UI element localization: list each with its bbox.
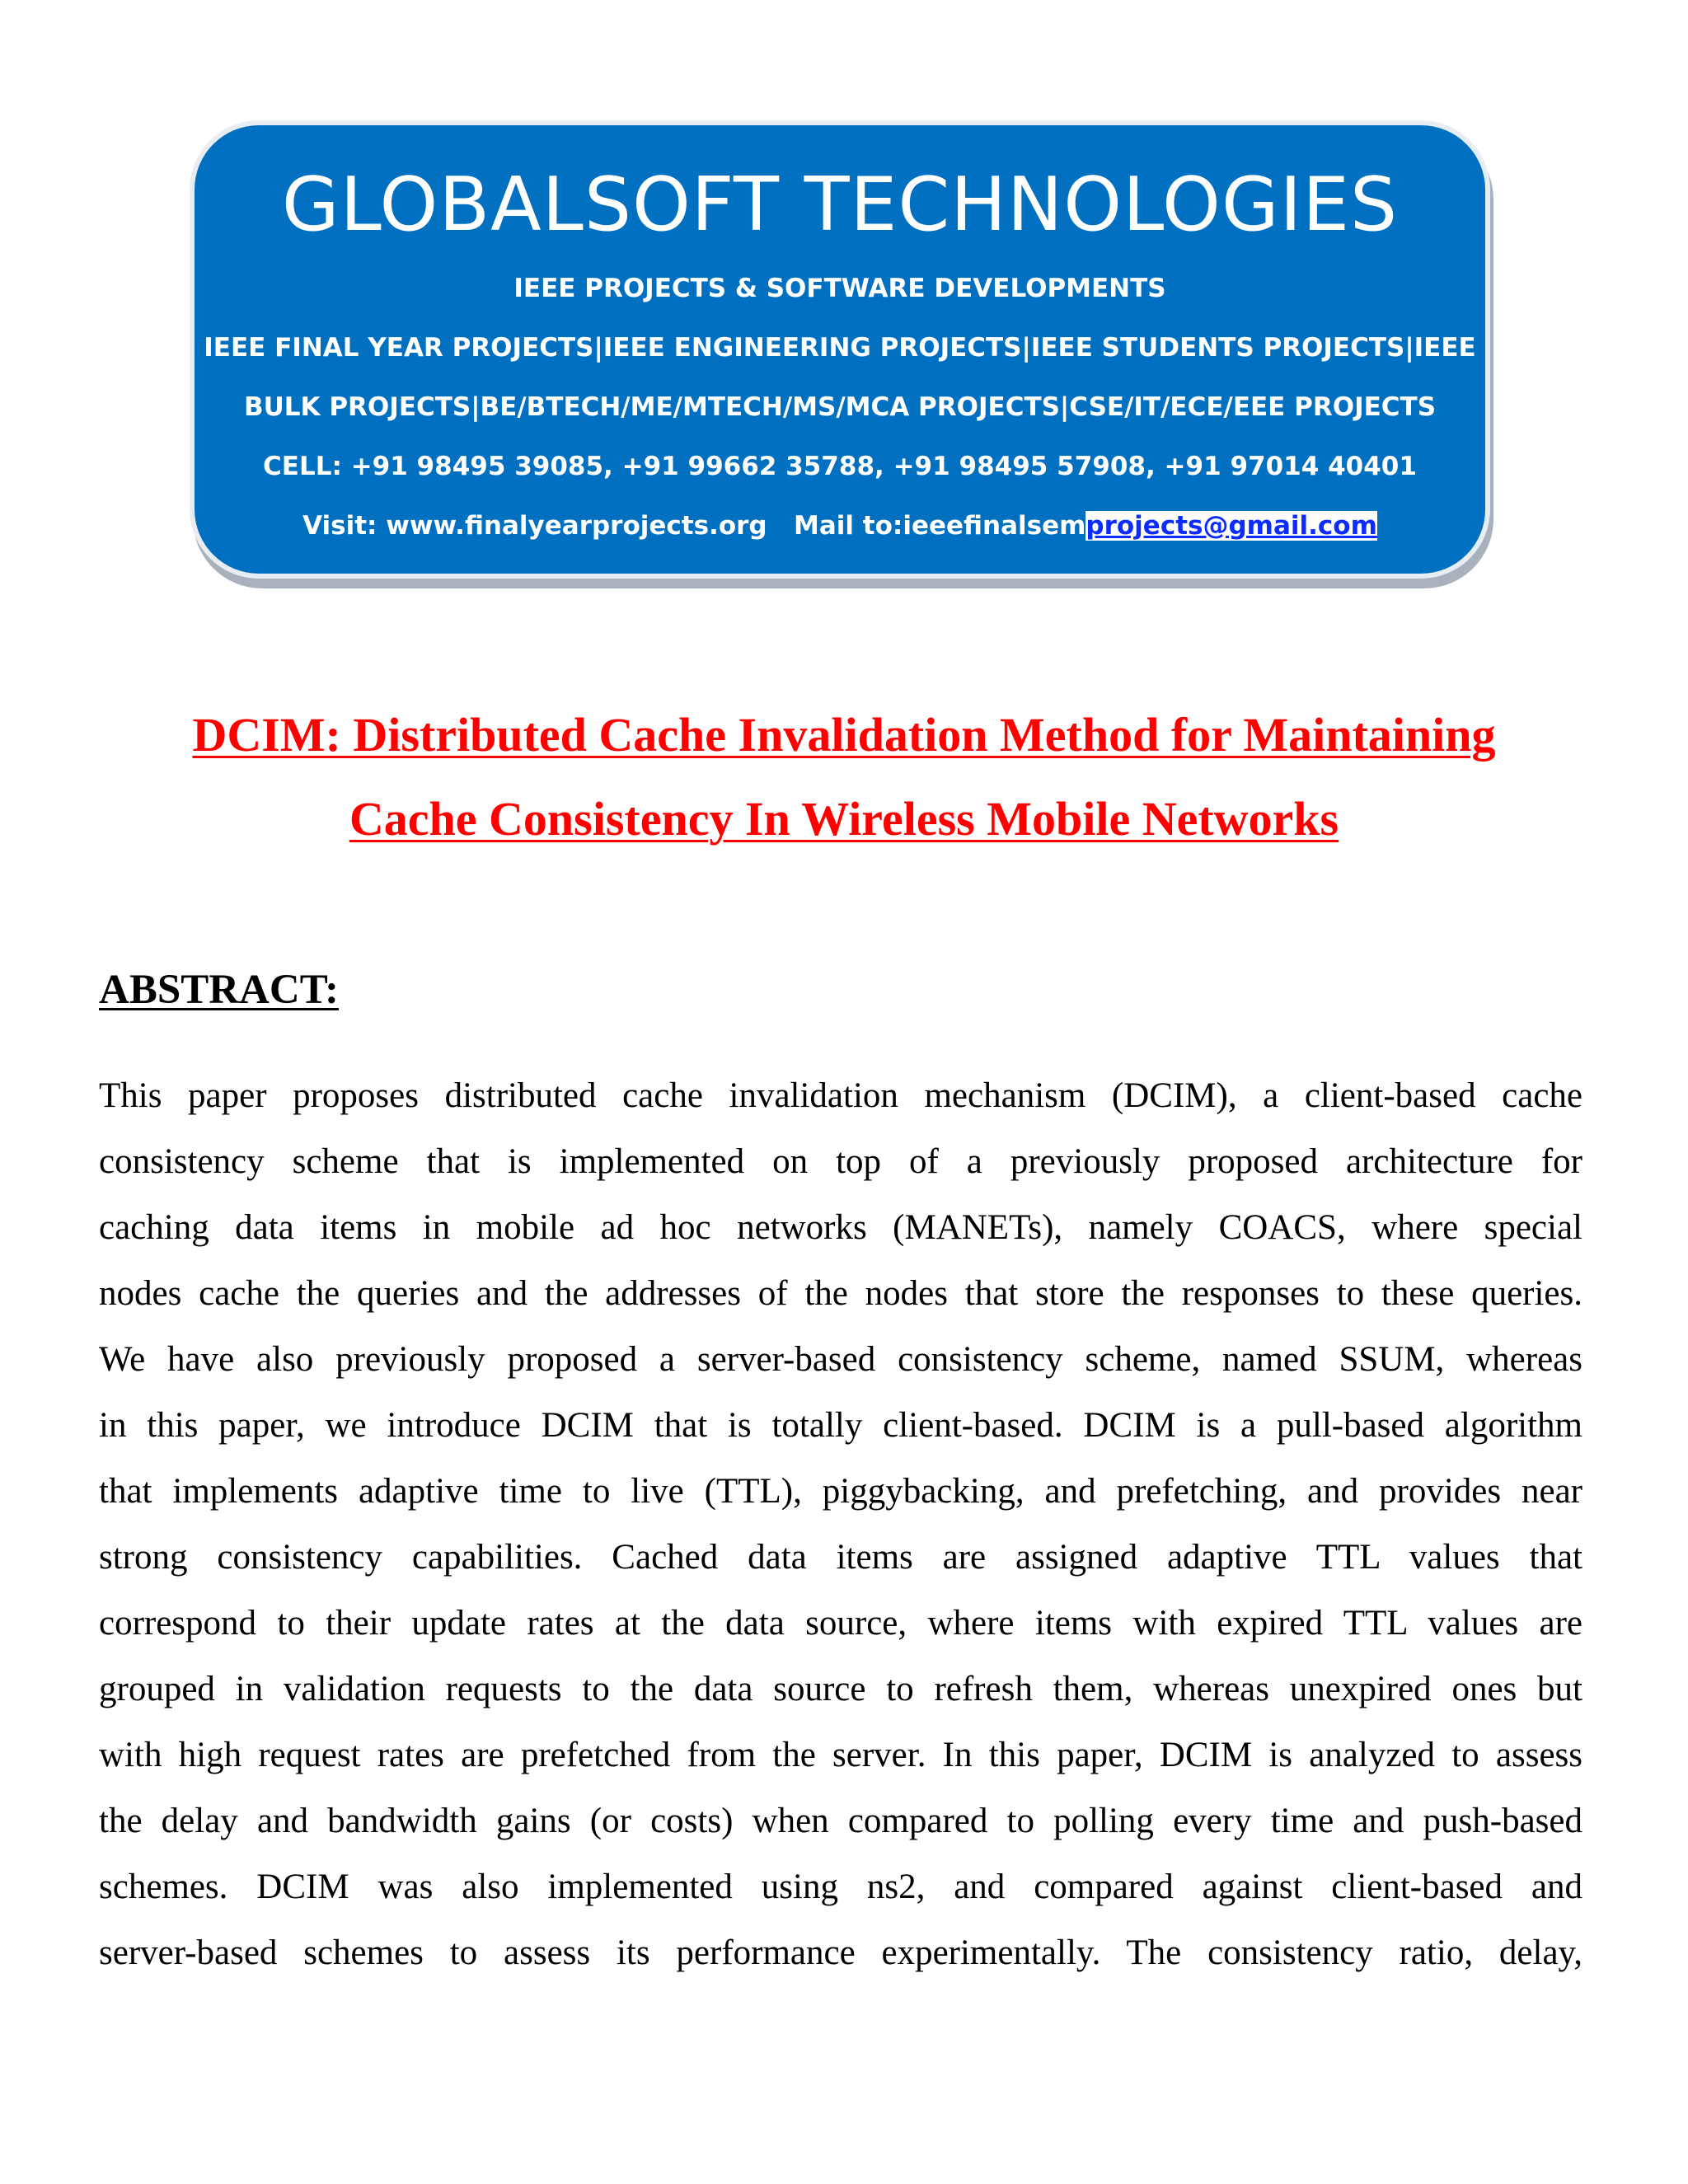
paper-title-line-1: DCIM: Distributed Cache Invalidation Method for Maintaining (192, 708, 1496, 762)
website-text: Visit: www.finalyearprojects.org (302, 511, 767, 541)
abstract-line: that implements adaptive time to live (TTL), piggybacking, and prefetching, and provides near (99, 1472, 1582, 1511)
abstract-line: in this paper, we introduce DCIM that is totally client-based. DCIM is a pull-based algorithm (99, 1406, 1582, 1445)
tagline: IEEE PROJECTS & SOFTWARE DEVELOPMENTS (513, 274, 1166, 303)
abstract-line: caching data items in mobile ad hoc networks (MANETs), namely COACS, where special (99, 1208, 1582, 1247)
project-categories-line-1: IEEE FINAL YEAR PROJECTS|IEEE ENGINEERING PROJECTS|IEEE STUDENTS PROJECTS|IEEE (204, 333, 1476, 363)
abstract-line: server-based schemes to assess its performance experimentally. The consistency ratio, delay, (99, 1933, 1582, 1972)
abstract-line: strong consistency capabilities. Cached data items are assigned adaptive TTL values that (99, 1538, 1582, 1577)
abstract-line: grouped in validation requests to the data source to refresh them, whereas unexpired ones but (99, 1670, 1582, 1708)
abstract-line: schemes. DCIM was also implemented using ns2, and compared against client-based and (99, 1868, 1582, 1906)
abstract-line: We have also previously proposed a server-based consistency scheme, named SSUM, whereas (99, 1340, 1582, 1379)
company-name: GLOBALSOFT TECHNOLOGIES (281, 162, 1399, 248)
abstract-line: with high request rates are prefetched from the server. In this paper, DCIM is analyzed to assess (99, 1736, 1582, 1774)
contact-web-mail (195, 509, 1485, 542)
paper-title-line-2: Cache Consistency In Wireless Mobile Networks (349, 792, 1339, 846)
abstract-body (99, 1063, 1582, 1986)
contact-phones: CELL: +91 98495 39085, +91 99662 35788, +91 98495 57908, +91 97014 40401 (263, 452, 1417, 481)
abstract-line: nodes cache the queries and the addresses of the nodes that store the responses to these queries. (99, 1274, 1582, 1313)
mail-prefix: Mail to:ieeefinalsem (794, 511, 1086, 541)
abstract-heading: ABSTRACT: (99, 967, 339, 1013)
abstract-line: This paper proposes distributed cache invalidation mechanism (DCIM), a client-based cache (99, 1076, 1582, 1115)
abstract-line: the delay and bandwidth gains (or costs) when compared to polling every time and push-based (99, 1802, 1582, 1840)
header-banner (195, 125, 1485, 574)
abstract-line: consistency scheme that is implemented on top of a previously proposed architecture for (99, 1142, 1582, 1181)
project-categories-line-2: BULK PROJECTS|BE/BTECH/ME/MTECH/MS/MCA PROJECTS|CSE/IT/ECE/EEE PROJECTS (243, 392, 1437, 422)
email-link[interactable]: projects@gmail.com (1085, 511, 1377, 541)
abstract-line: correspond to their update rates at the data source, where items with expired TTL values are (99, 1604, 1582, 1643)
